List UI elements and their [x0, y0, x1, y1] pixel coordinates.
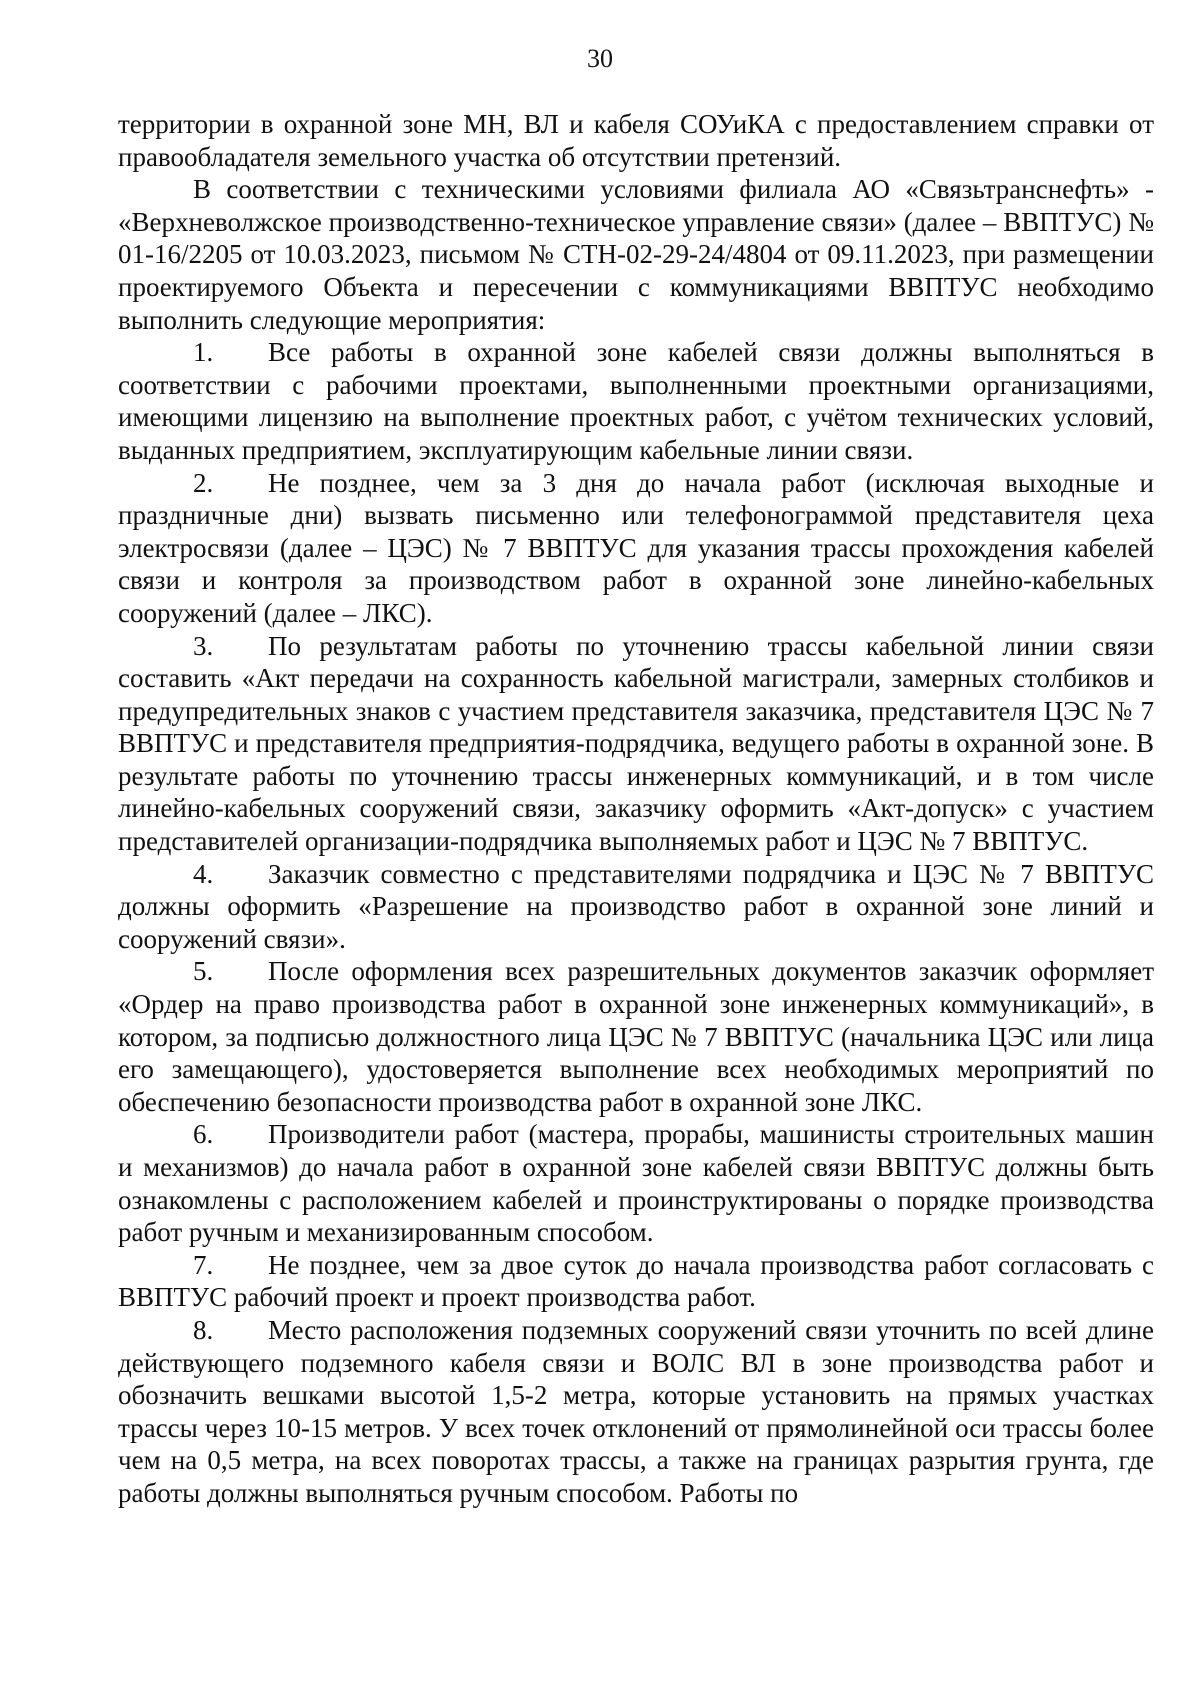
list-item-1 [118, 336, 1154, 466]
list-number: 7. [193, 1249, 214, 1280]
list-item-text: Не позднее, чем за двое суток до начала производства работ согласовать с ВВПТУС рабочий проект и проект производства работ. [118, 1249, 1154, 1313]
list-item-2 [118, 467, 1154, 630]
list-item-text: Место расположения подземных сооружений связи уточнить по всей длине действующего подземного кабеля связи и ВОЛС ВЛ в зоне производства работ и обозначить вешками высотой 1,5-2 метра, которые установить на прямых участках трассы через 10-15 метров. У всех точек отклонений от прямолинейной оси трассы более чем на 0,5 метра, на всех поворотах трассы, а также на границах разрытия грунта, где работы должны выполняться ручным способом. Работы по [118, 1314, 1154, 1508]
list-item-text: После оформления всех разрешительных документов заказчик оформляет «Ордер на право производства работ в охранной зоне инженерных коммуникаций», в котором, за подписью должностного лица ЦЭС № 7 ВВПТУС (начальника ЦЭС или лица его замещающего), удостоверяется выполнение всех необходимых мероприятий по обеспечению безопасности производства работ в охранной зоне ЛКС. [118, 956, 1154, 1117]
list-item-4 [118, 858, 1154, 956]
list-item-6 [118, 1118, 1154, 1248]
list-item-5 [118, 955, 1154, 1118]
list-number: 1. [193, 337, 214, 368]
list-number: 4. [193, 858, 214, 889]
document-body [118, 108, 1154, 1510]
list-item-text: По результатам работы по уточнению трассы кабельной линии связи составить «Акт передачи на сохранность кабельной магистрали, замерных столбиков и предупредительных знаков с участием представителя заказчика, представителя ЦЭС № 7 ВВПТУС и представителя предприятия-подрядчика, ведущего работы в охранной зоне. В результате работы по уточнению трассы инженерных коммуникаций, и в том числе линейно-кабельных сооружений связи, заказчику оформить «Акт-допуск» с участием представителей организации-подрядчика выполняемых работ и ЦЭС № 7 ВВПТУС. [118, 630, 1154, 857]
list-item-text: Все работы в охранной зоне кабелей связи должны выполняться в соответствии с рабочими проектами, выполненными проектными организациями, имеющими лицензию на выполнение проектных работ, с учётом технических условий, выданных предприятием, эксплуатирующим кабельные линии связи. [118, 337, 1154, 465]
paragraph-continuation: территории в охранной зоне МН, ВЛ и кабеля СОУиКА с предоставлением справки от правообладателя земельного участка об отсутствии претензий. [118, 109, 1154, 172]
list-item-text: Производители работ (мастера, прорабы, машинисты строительных машин и механизмов) до начала работ в охранной зоне кабелей связи ВВПТУС должны быть ознакомлены с расположением кабелей и проинструктированы о порядке производства работ ручным и механизированным способом. [118, 1119, 1154, 1248]
page-number: 30 [587, 44, 613, 73]
list-item-8 [118, 1314, 1154, 1510]
list-number: 3. [193, 630, 214, 661]
list-item-text: Не позднее, чем за 3 дня до начала работ (исключая выходные и праздничные дни) вызвать письменно или телефонограммой представителя цеха электросвязи (далее – ЦЭС) № 7 ВВПТУС для указания трассы прохождения кабелей связи и контроля за производством работ в охранной зоне линейно-кабельных сооружений (далее – ЛКС). [118, 467, 1154, 628]
list-number: 8. [193, 1314, 214, 1345]
paragraph-intro: В соответствии с техническими условиями филиала АО «Связьтранснефть» - «Верхневолжское производственно-техническое управление связи» (далее – ВВПТУС) № 01-16/2205 от 10.03.2023, письмом № СТН-02-29-24/4804 от 09.11.2023, при размещении проектируемого Объекта и пересечении с коммуникациями ВВПТУС необходимо выполнить следующие мероприятия: [118, 174, 1154, 335]
list-item-3 [118, 630, 1154, 858]
list-number: 6. [193, 1119, 214, 1150]
list-number: 2. [193, 467, 214, 498]
list-item-7 [118, 1249, 1154, 1314]
list-number: 5. [193, 956, 214, 987]
list-item-text: Заказчик совместно с представителями подрядчика и ЦЭС № 7 ВВПТУС должны оформить «Разрешение на производство работ в охранной зоне линий и сооружений связи». [118, 858, 1154, 954]
